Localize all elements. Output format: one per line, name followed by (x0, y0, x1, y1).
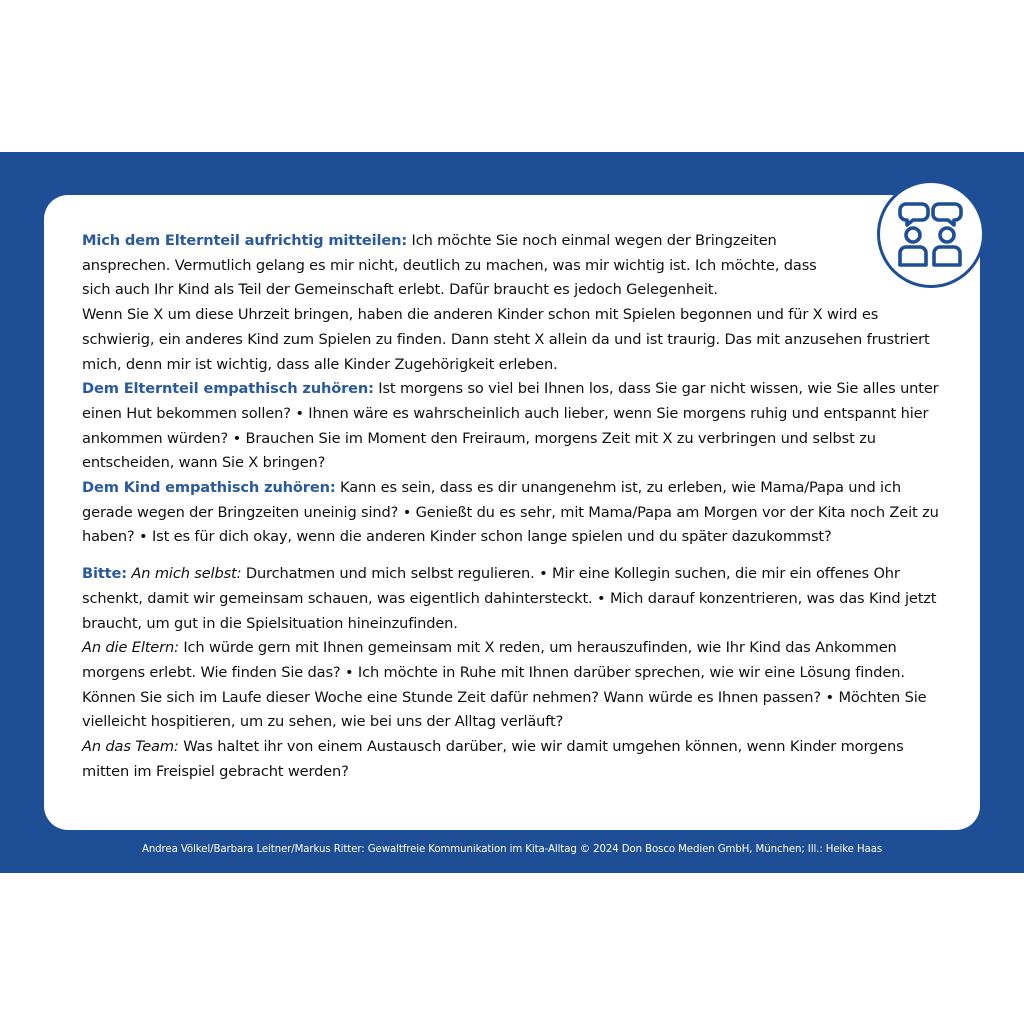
section-sincere-expression (82, 229, 950, 303)
card-text (82, 229, 950, 784)
section-body: Kann es sein, dass es dir unangenehm ist, zu erleben, wie Mama/Papa und ich gerade wegen der Bringzeiten uneinig sind? • Genießt du es sehr, mit Mama/Papa am Morgen vor der Kita noch Zeit zu haben? • Ist es für dich okay, wenn die anderen Kinder schon lange spielen und du später dazukommst? (82, 479, 939, 546)
paragraph-gap (82, 550, 950, 562)
section-lead: Dem Elternteil empathisch zuhören: (82, 380, 374, 398)
section-request-team (82, 735, 950, 784)
request-target-label: An das Team: (82, 738, 179, 756)
section-sincere-expression-continued (82, 303, 950, 377)
section-body: Ich möchte Sie noch einmal wegen der Bringzeiten ansprechen. Vermutlich gelang es mir nicht, deutlich zu machen, was mir wichtig ist. Ich möchte, dass sich auch Ihr Kind als Teil der Gemeinschaft erlebt. Dafür braucht es jedoch Gelegenheit. (82, 232, 817, 299)
request-target-label: An die Eltern: (82, 639, 179, 657)
icon-graphic (880, 183, 982, 285)
request-body: Durchatmen und mich selbst regulieren. • Mir eine Kollegin suchen, die mir ein offenes Ohr schenkt, damit wir gemeinsam schauen, was eigentlich dahintersteckt. • Mich darauf konzentrieren, was das Kind jetzt braucht, um gut in die Spielsituation hineinzufinden. (82, 565, 937, 632)
section-lead: Bitte: (82, 565, 127, 583)
request-target-label: An mich selbst: (131, 565, 242, 583)
section-child-empathy (82, 476, 950, 550)
section-request-parents (82, 636, 950, 735)
request-body: Ich würde gern mit Ihnen gemeinsam mit X reden, um herauszufinden, wie Ihr Kind das Ankommen morgens erlebt. Wie finden Sie das? • Ich möchte in Ruhe mit Ihnen darüber sprechen, wie wir eine Lösung finden. Können Sie sich im Laufe dieser Woche eine Stunde Zeit dafür nehmen? Wann würde es Ihnen passen? • Möchten Sie vielleicht hospitieren, um zu sehen, wie bei uns der Alltag verläuft? (82, 639, 927, 731)
section-lead: Mich dem Elternteil aufrichtig mitteilen: (82, 232, 408, 249)
copyright-footer: Andrea Völkel/Barbara Leitner/Markus Ritter: Gewaltfreie Kommunikation im Kita-Alltag © 2024 Don Bosco Medien GmbH, München; Ill.: Heike Haas (141, 844, 883, 855)
two-people-speech-bubbles-icon (877, 180, 985, 288)
section-request (82, 562, 950, 636)
section-body: Wenn Sie X um diese Uhrzeit bringen, haben die anderen Kinder schon mit Spielen begonnen und für X wird es schwierig, ein anderes Kind zum Spielen zu finden. Dann steht X allein da und ist traurig. Das mit anzusehen frustriert mich, denn mir ist wichtig, dass alle Kinder Zugehörigkeit erleben. (82, 306, 930, 373)
content-card (44, 195, 980, 830)
request-body: Was haltet ihr von einem Austausch darüber, wie wir damit umgehen können, wenn Kinder morgens mitten im Freispiel gebracht werden? (82, 738, 904, 780)
section-body: Ist morgens so viel bei Ihnen los, dass Sie gar nicht wissen, wie Sie alles unter einen Hut bekommen sollen? • Ihnen wäre es wahrscheinlich auch lieber, wenn Sie morgens ruhig und entspannt hier ankommen würden? • Brauchen Sie im Moment den Freiraum, morgens Zeit mit X zu verbringen und selbst zu entscheiden, wann Sie X bringen? (82, 380, 939, 472)
section-parent-empathy (82, 377, 950, 476)
section-lead: Dem Kind empathisch zuhören: (82, 479, 336, 497)
